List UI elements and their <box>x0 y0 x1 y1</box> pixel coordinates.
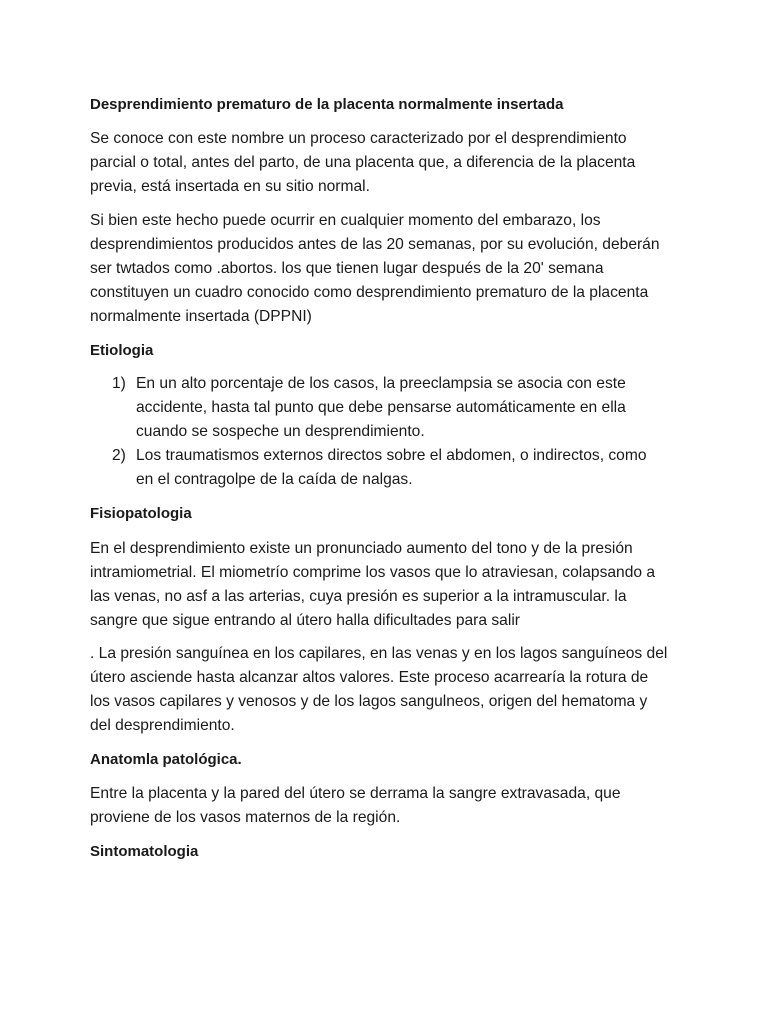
section-heading-etiologia: Etiologia <box>90 342 154 359</box>
list-item <box>90 372 690 444</box>
text-line: Se conoce con este nombre un proceso caracterizado por el desprendimiento <box>90 130 627 147</box>
document-title: Desprendimiento prematuro de la placenta normalmente insertada <box>90 96 564 113</box>
text-line: . La presión sanguínea en los capilares, en las venas y en los lagos sanguíneos del <box>90 645 668 662</box>
etiologia-list <box>90 372 690 492</box>
list-marker: 2) <box>112 447 126 464</box>
fisiopatologia-paragraph-2 <box>90 642 690 738</box>
text-line: desprendimientos producidos antes de las 20 semanas, por su evolución, deberán <box>90 236 660 253</box>
text-line: normalmente insertada (DPPNI) <box>90 308 312 325</box>
text-line: parcial o total, antes del parto, de una placenta que, a diferencia de la placenta <box>90 154 636 171</box>
text-line: del desprendimiento. <box>90 717 235 734</box>
text-line: En el desprendimiento existe un pronunciado aumento del tono y de la presión <box>90 540 633 557</box>
text-line: útero asciende hasta alcanzar altos valores. Este proceso acarrearía la rotura de <box>90 669 649 686</box>
text-line: proviene de los vasos maternos de la región. <box>90 809 401 826</box>
anatomia-paragraph <box>90 782 690 830</box>
text-line: los vasos capilares y venosos y de los lagos sangulneos, origen del hematoma y <box>90 693 648 710</box>
text-line: en el contragolpe de la caída de nalgas. <box>136 471 413 488</box>
text-line: ser twtados como .abortos. los que tienen lugar después de la 20' semana <box>90 260 604 277</box>
second-paragraph <box>90 209 690 329</box>
intro-paragraph <box>90 127 690 199</box>
text-line: cuando se sospeche un desprendimiento. <box>136 423 425 440</box>
text-line: Si bien este hecho puede ocurrir en cualquier momento del embarazo, los <box>90 212 601 229</box>
list-marker: 1) <box>112 375 126 392</box>
text-line: las venas, no asf a las arterias, cuya presión es superior a la intramuscular. la <box>90 588 627 605</box>
text-line: intramiometrial. El miometrío comprime los vasos que lo atraviesan, colapsando a <box>90 564 656 581</box>
fisiopatologia-paragraph-1 <box>90 537 690 633</box>
text-line: Los traumatismos externos directos sobre el abdomen, o indirectos, como <box>136 447 647 464</box>
text-line: accidente, hasta tal punto que debe pensarse automáticamente en ella <box>136 399 626 416</box>
text-line: En un alto porcentaje de los casos, la preeclampsia se asocia con este <box>136 375 626 392</box>
text-line: Entre la placenta y la pared del útero se derrama la sangre extravasada, que <box>90 785 621 802</box>
text-line: sangre que sigue entrando al útero halla dificultades para salir <box>90 612 520 629</box>
list-item <box>90 444 690 492</box>
text-line: previa, está insertada en su sitio normal. <box>90 178 370 195</box>
section-heading-sintomatologia: Sintomatologia <box>90 843 199 860</box>
text-line: constituyen un cuadro conocido como desprendimiento prematuro de la placenta <box>90 284 649 301</box>
section-heading-fisiopatologia: Fisiopatologia <box>90 505 192 522</box>
section-heading-anatomia: Anatomla patológica. <box>90 751 242 768</box>
